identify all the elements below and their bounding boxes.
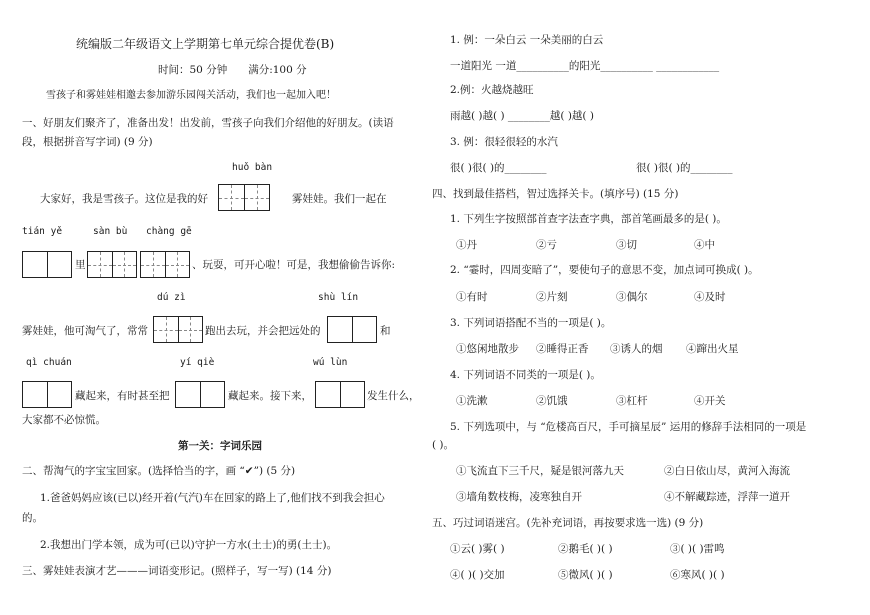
- q3-example3-blank-a[interactable]: 很( )很( )的________: [450, 162, 547, 174]
- q4-item1-option1[interactable]: ①丹: [456, 239, 477, 251]
- page-title: 统编版二年级语文上学期第七单元综合提优卷(B): [76, 37, 335, 51]
- q4-item4-option3[interactable]: ③杠杆: [616, 395, 648, 407]
- q4-item4-option2[interactable]: ②饥饿: [536, 395, 568, 407]
- pinyin-huoban: huǒ bàn: [232, 162, 273, 173]
- pinyin-duzi: dú zì: [157, 292, 186, 303]
- q4-item5-cont: ( )。: [432, 439, 455, 451]
- q4-item5: 5. 下列选项中，与 “危楼高百尺，手可摘星辰” 运用的修辞手法相同的一项是: [450, 421, 807, 433]
- q3-example1: 1. 例：一朵白云 一朵美丽的白云: [450, 34, 604, 46]
- q4-item5-option2[interactable]: ②白日依山尽，黄河入海流: [664, 465, 790, 477]
- q4-item2-option2[interactable]: ②片刻: [536, 291, 568, 303]
- pinyin-sanbu: sàn bù: [93, 226, 128, 237]
- passage-line1b: 雾娃娃。我们一起在: [292, 193, 387, 205]
- q4-item1-option2[interactable]: ②亏: [536, 239, 557, 251]
- answer-grid-changge[interactable]: [140, 251, 190, 278]
- passage-line3c: 和: [380, 325, 391, 337]
- q3-example2-blank[interactable]: 雨越( )越( ) ________越( )越( ): [450, 110, 594, 122]
- q2-sentence1-cont: 的。: [22, 512, 43, 524]
- q5-word4[interactable]: ④( )( )交加: [450, 569, 505, 581]
- q5-word5[interactable]: ⑤微风( )( ): [558, 569, 613, 581]
- q3-example3: 3. 例：很轻很轻的水汽: [450, 136, 558, 148]
- answer-grid-huoban[interactable]: [218, 184, 270, 211]
- q5-word6[interactable]: ⑥寒风( )( ): [670, 569, 725, 581]
- q4-item5-option3[interactable]: ③墙角数枝梅，凌寒独自开: [456, 491, 582, 503]
- q2-sentence2: 2.我想出门学本领，成为可(已以)守护一方水(土士)的勇(土士)。: [40, 539, 338, 551]
- passage-line4c: 发生什么，: [367, 390, 420, 402]
- passage-line4b: 藏起来。接下来，: [228, 390, 312, 402]
- q4-item3-option2[interactable]: ②睡得正香: [536, 343, 589, 355]
- pinyin-tianye: tián yě: [22, 226, 63, 237]
- q4-item3-option1[interactable]: ①悠闲地散步: [456, 343, 519, 355]
- q3-example1-blank[interactable]: 一道阳光 一道__________的阳光__________ ____________: [450, 60, 720, 72]
- exam-meta: 时间：50 分钟 满分:100 分: [158, 64, 307, 76]
- answer-grid-duzi[interactable]: [153, 316, 203, 343]
- q4-item4-option1[interactable]: ①洗漱: [456, 395, 488, 407]
- passage-line4a: 藏起来，有时甚至把: [75, 390, 170, 402]
- q5-heading: 五、巧过词语迷宫。(先补充词语，再按要求选一选) (9 分): [432, 517, 704, 529]
- q5-word3[interactable]: ③( )( )雷鸣: [670, 543, 725, 555]
- pinyin-shulin: shù lín: [318, 292, 359, 303]
- q4-item4: 4. 下列词语不同类的一项是( )。: [450, 369, 601, 381]
- pinyin-changge: chàng gē: [146, 226, 192, 237]
- q5-word1[interactable]: ①云( )雾( ): [450, 543, 505, 555]
- q5-word2[interactable]: ②鹅毛( )( ): [558, 543, 613, 555]
- q3-example3-blank-b[interactable]: 很( )很( )的________: [636, 162, 733, 174]
- q4-item3-option4[interactable]: ④蹿出火星: [686, 343, 739, 355]
- q3-heading: 三、雾娃娃表演才艺———词语变形记。(照样子，写一写) (14 分): [22, 565, 332, 577]
- q4-item1: 1. 下列生字按照部首查字法查字典，部首笔画最多的是( )。: [450, 213, 727, 225]
- q4-item3: 3. 下列词语搭配不当的一项是( )。: [450, 317, 612, 329]
- q4-item2-option4[interactable]: ④及时: [694, 291, 726, 303]
- pinyin-wulun: wú lùn: [313, 357, 348, 368]
- q2-heading: 二、帮淘气的字宝宝回家。(选择恰当的字，画 “✔”) (5 分): [22, 465, 296, 477]
- passage-line5: 大家都不必惊慌。: [22, 414, 106, 426]
- pinyin-yiqie: yí qiè: [180, 357, 215, 368]
- q4-item4-option4[interactable]: ④开关: [694, 395, 726, 407]
- q4-item3-option3[interactable]: ③诱人的烟: [610, 343, 663, 355]
- passage-line2a: 里: [75, 259, 86, 271]
- passage-line3a: 雾娃娃，他可淘气了，常常: [22, 325, 148, 337]
- pinyin-qichuan: qì chuán: [26, 357, 72, 368]
- answer-grid-sanbu[interactable]: [87, 251, 137, 278]
- q4-item2-option1[interactable]: ①有时: [456, 291, 488, 303]
- passage-line3b: 跑出去玩，并会把远处的: [205, 325, 321, 337]
- intro-text: 雪孩子和雾娃娃相邀去参加游乐园闯关活动，我们也一起加入吧！: [46, 90, 336, 101]
- passage-line2b: 、玩耍，可开心啦！可是，我想偷偷告诉你:: [192, 259, 396, 271]
- answer-grid-qichuan[interactable]: [22, 381, 72, 408]
- q4-item2-option3[interactable]: ③偶尔: [616, 291, 648, 303]
- q1-heading: 一、好朋友们聚齐了，准备出发！出发前，雪孩子向我们介绍他的好朋友。(读语: [22, 117, 394, 129]
- q1-heading-cont: 段，根据拼音写字词) (9 分): [22, 136, 153, 148]
- q2-sentence1: 1.爸爸妈妈应该(已以)经开着(气汽)车在回家的路上了,他们找不到我会担心: [40, 492, 385, 504]
- passage-line1a: 大家好，我是雪孩子。这位是我的好: [40, 193, 208, 205]
- answer-grid-wulun[interactable]: [315, 381, 365, 408]
- q3-example2: 2.例：火越烧越旺: [450, 84, 534, 96]
- q4-item1-option4[interactable]: ④中: [694, 239, 715, 251]
- q4-item2: 2. “霎时，四周变暗了”，要使句子的意思不变，加点词可换成( )。: [450, 264, 759, 276]
- q4-item1-option3[interactable]: ③切: [616, 239, 637, 251]
- answer-grid-shulin[interactable]: [327, 316, 377, 343]
- q4-heading: 四、找到最佳搭档，智过选择关卡。(填序号) (15 分): [432, 188, 679, 200]
- answer-grid-yiqie[interactable]: [175, 381, 225, 408]
- q4-item5-option1[interactable]: ①飞流直下三千尺，疑是银河落九天: [456, 465, 624, 477]
- q4-item5-option4[interactable]: ④不解藏踪迹，浮萍一道开: [664, 491, 790, 503]
- section1-title: 第一关：字词乐园: [178, 440, 262, 452]
- answer-grid-tianye[interactable]: [22, 251, 72, 278]
